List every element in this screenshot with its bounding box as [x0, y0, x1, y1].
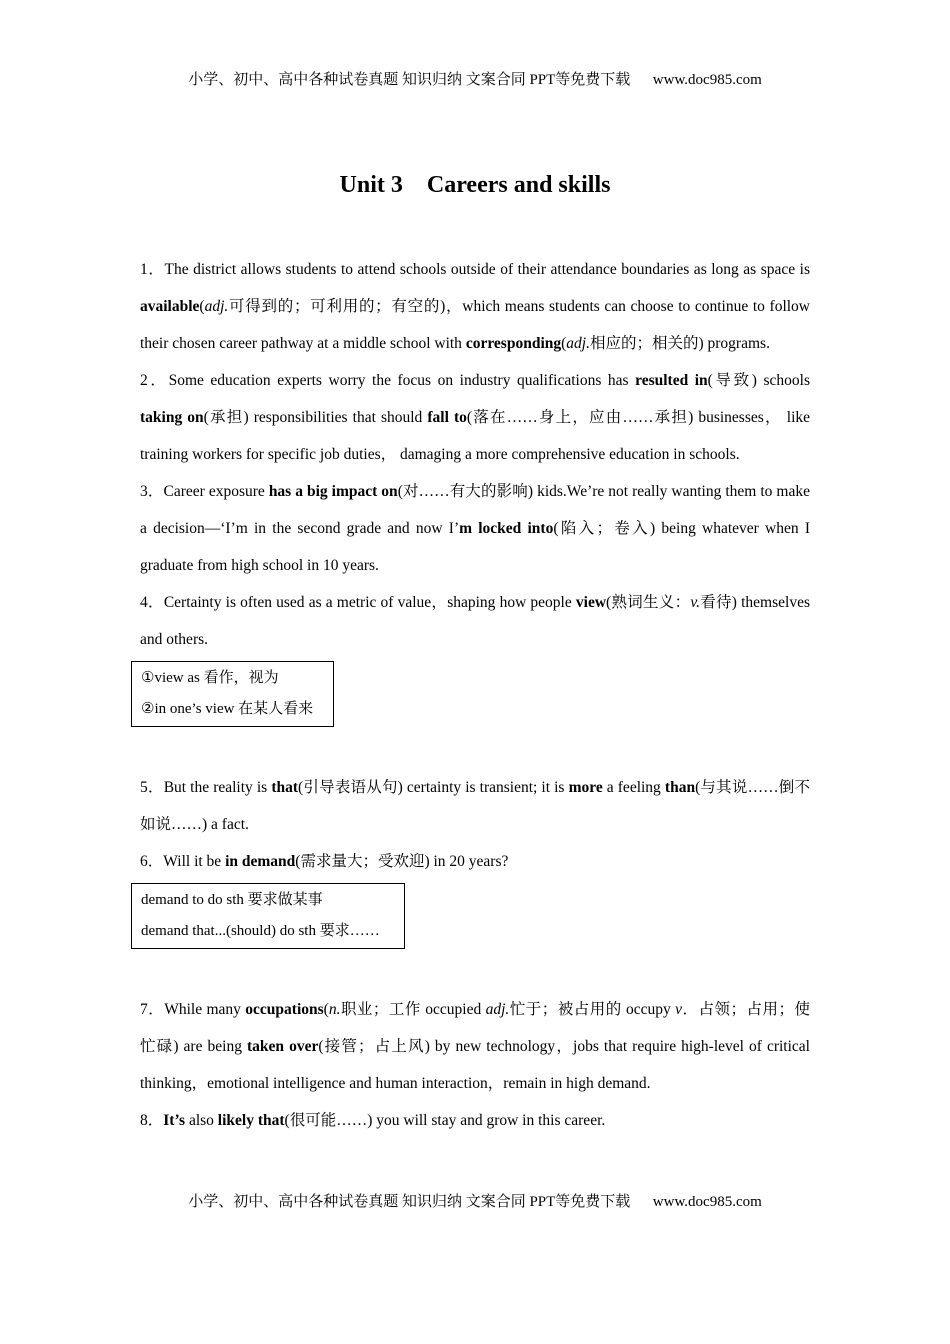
- list-item: [140, 251, 810, 362]
- part-of-speech: v: [675, 1001, 683, 1018]
- keyword: corresponding: [465, 335, 562, 352]
- note-line: ②in one’s view 在某人看来: [141, 701, 314, 717]
- item-text: (熟词生义：: [606, 594, 691, 611]
- item-number: 2．: [140, 372, 169, 389]
- item-text: (引导表语从句) certainty is transient; it is: [298, 779, 569, 796]
- item-text: 职业；工作 occupied: [340, 1001, 486, 1018]
- keyword: taken over: [247, 1038, 319, 1055]
- item-text: (: [199, 298, 205, 315]
- item-text: 看待) themselves and others.: [140, 594, 810, 648]
- keyword: more: [568, 779, 603, 796]
- list-item: [140, 1102, 810, 1139]
- item-text: a feeling: [602, 779, 665, 796]
- keyword: has a big impact on: [268, 483, 398, 500]
- keyword: occupations: [245, 1001, 324, 1018]
- item-text: (落在……身上，应由……承担) businesses， like training workers for specific job duties， damaging a more comprehensive education in schools.: [140, 409, 811, 463]
- item-number: 3．: [140, 483, 164, 500]
- item-text: (与其说……倒不如说……) a fact.: [140, 779, 811, 833]
- item-number: 7．: [140, 1001, 165, 1018]
- list-item: [140, 769, 810, 843]
- item-text: Career exposure: [163, 483, 269, 500]
- keyword: taking on: [140, 409, 204, 426]
- list-item: [140, 991, 810, 1102]
- keyword: available: [140, 298, 200, 315]
- item-text: While many: [164, 1001, 246, 1018]
- item-number: 1．: [140, 261, 165, 278]
- item-text: (接管；占上风) by new technology，jobs that require high-level of critical thinking，emotional intelligence and human interaction，remain in high demand.: [140, 1038, 810, 1092]
- item-text: The district allows students to attend schools outside of their attendance boundaries as long as space is: [164, 261, 810, 278]
- item-text: Will it be: [163, 853, 226, 870]
- item-text: 忙于；被占用的 occupy: [509, 1001, 676, 1018]
- keyword: view: [575, 594, 607, 611]
- item-text: (承担) responsibilities that should: [203, 409, 428, 426]
- page-footer: 小学、初中、高中各种试卷真题 知识归纳 文案合同 PPT等免费下载 www.doc985.com: [188, 1194, 762, 1210]
- item-text: (需求量大；受欢迎) in 20 years?: [295, 853, 509, 870]
- list-item: [140, 584, 810, 658]
- page-header: 小学、初中、高中各种试卷真题 知识归纳 文案合同 PPT等免费下载 www.doc985.com: [188, 72, 762, 88]
- item-text: 相应的；相关的) programs.: [589, 335, 770, 352]
- keyword: in demand: [225, 853, 296, 870]
- note-line: demand that...(should) do sth 要求……: [141, 923, 380, 939]
- page-title: Unit 3 Careers and skills: [339, 172, 611, 198]
- item-text: Some education experts worry the focus on industry qualifications has: [168, 372, 636, 389]
- item-number: 5．: [140, 779, 164, 796]
- keyword: m locked into: [459, 520, 554, 537]
- item-number: 8．: [140, 1112, 164, 1129]
- list-item: [140, 362, 810, 473]
- item-number: 4．: [140, 594, 164, 611]
- item-text: (导致) schools: [707, 372, 810, 389]
- keyword: fall to: [427, 409, 467, 426]
- part-of-speech: adj.: [485, 1001, 510, 1018]
- keyword: likely that: [217, 1112, 285, 1129]
- keyword: that: [271, 779, 299, 796]
- part-of-speech: adj.: [566, 335, 590, 352]
- item-text: Certainty is often used as a metric of value，shaping how people: [163, 594, 576, 611]
- list-item: [140, 473, 810, 584]
- item-text: 可得到的；可利用的；有空的)，which means students can choose to continue to follow their chosen career pathway at a middle school with: [140, 298, 810, 352]
- item-text: (很可能……) you will stay and grow in this career.: [284, 1112, 606, 1129]
- item-text: ．占领；占用；使忙碌) are being: [140, 1001, 810, 1055]
- item-text: (对……有大的影响) kids.We’re not really wanting them to make a decision—‘I’m in the second grade and now I’: [140, 483, 810, 537]
- note-line: demand to do sth 要求做某事: [141, 892, 323, 908]
- note-box-demand: [131, 883, 405, 949]
- vocabulary-list: [140, 251, 810, 1139]
- item-text: also: [185, 1112, 218, 1129]
- note-box-view: [131, 661, 334, 727]
- item-text: (: [561, 335, 567, 352]
- note-line: ①view as 看作，视为: [141, 670, 279, 686]
- keyword: than: [664, 779, 696, 796]
- keyword: It’s: [163, 1112, 186, 1129]
- item-number: 6．: [140, 853, 164, 870]
- part-of-speech: v.: [690, 594, 700, 611]
- list-item: [140, 843, 810, 880]
- part-of-speech: adj.: [204, 298, 229, 315]
- item-text: (陷入；卷入) being whatever when I graduate from high school in 10 years.: [140, 520, 810, 574]
- part-of-speech: n.: [328, 1001, 341, 1018]
- item-text: But the reality is: [163, 779, 272, 796]
- keyword: resulted in: [635, 372, 708, 389]
- item-text: (: [323, 1001, 329, 1018]
